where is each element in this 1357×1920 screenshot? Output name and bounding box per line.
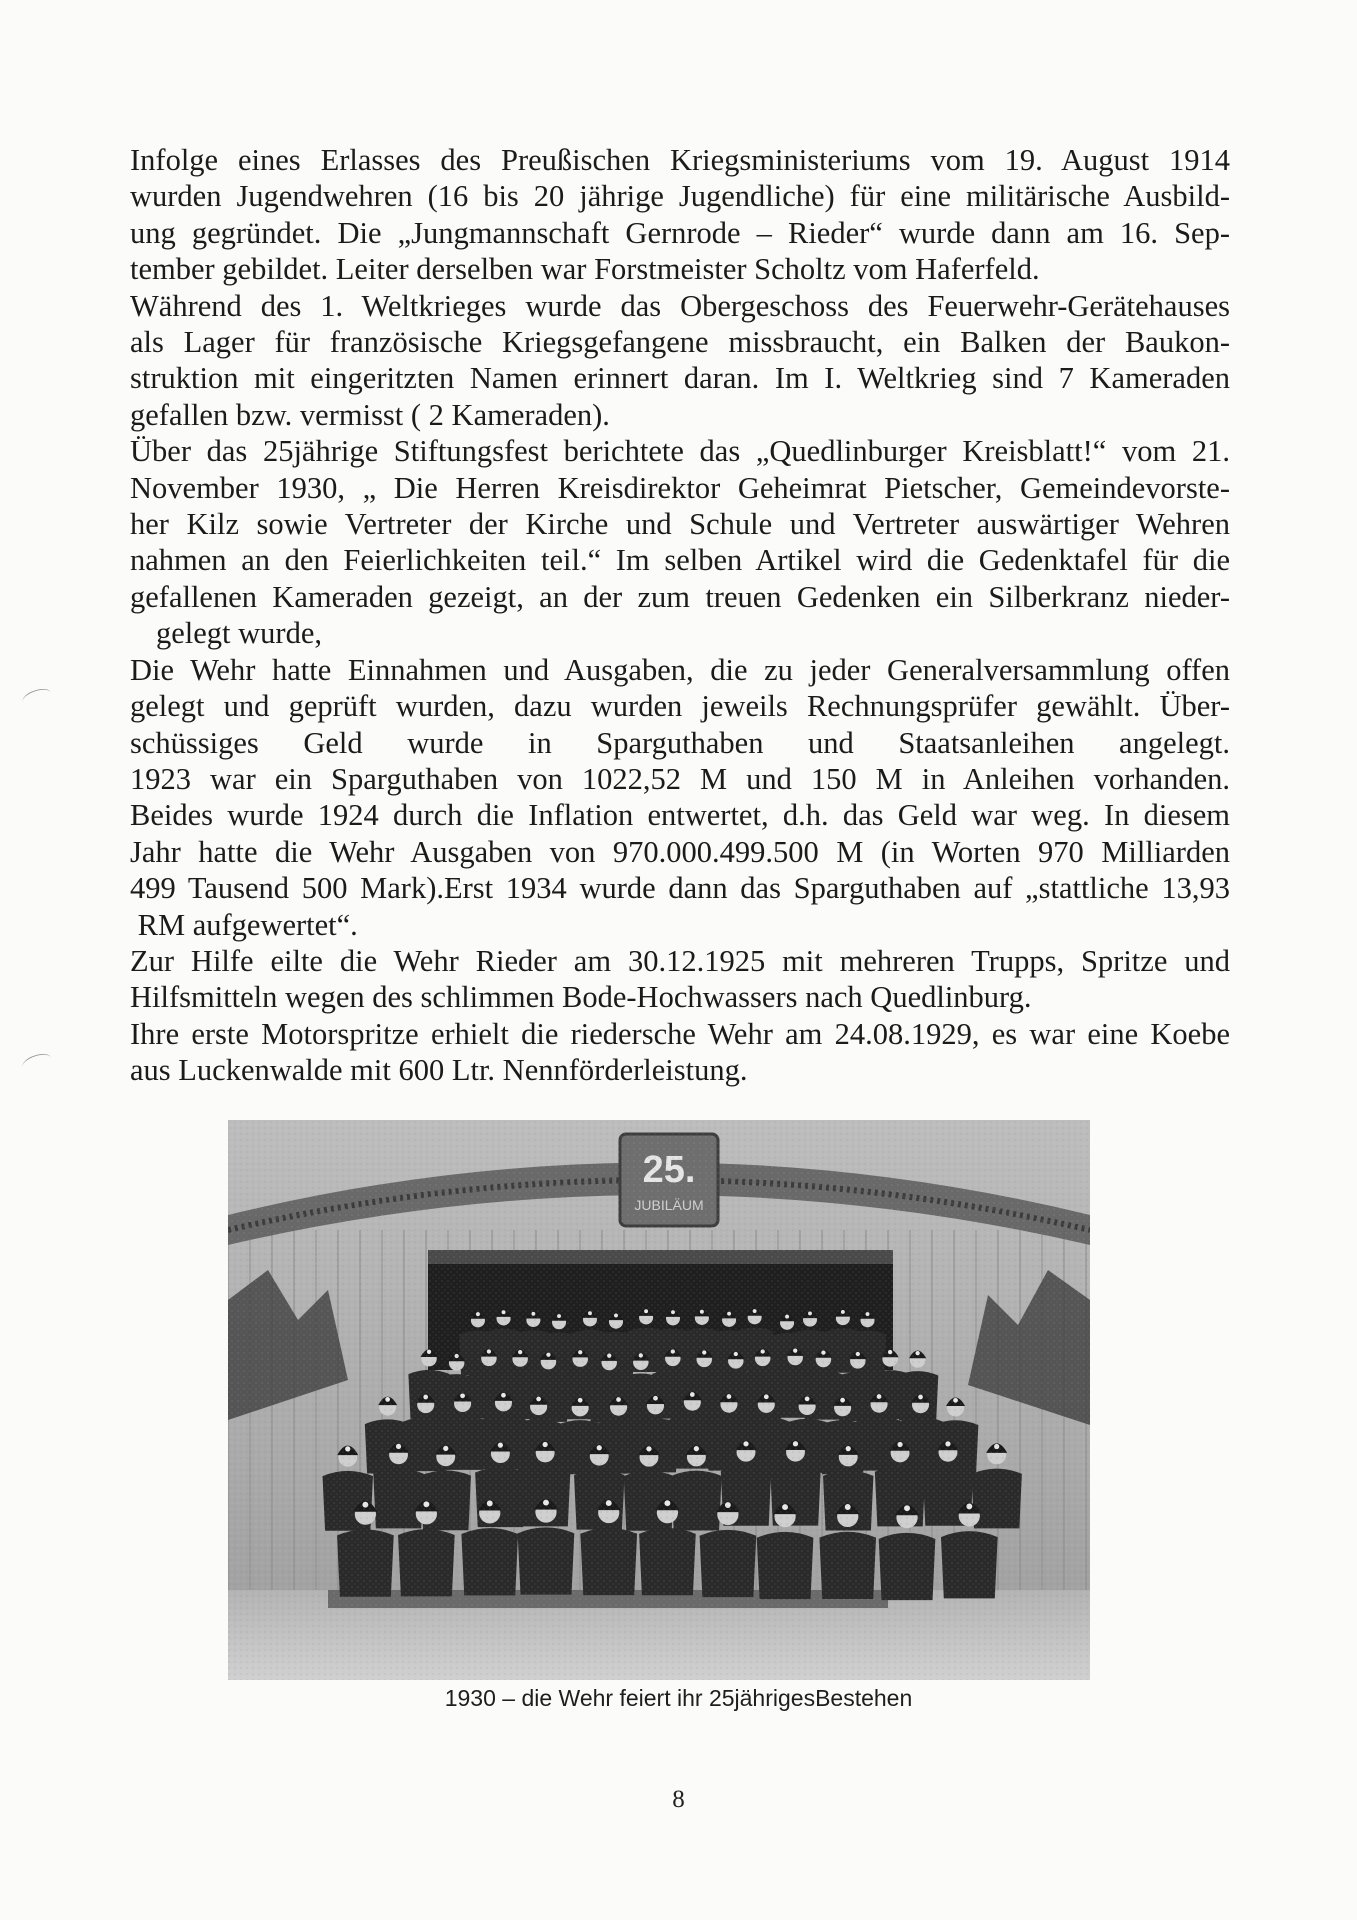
text-line: Beides wurde 1924 durch die Inflation entwertet, d.h. das Geld war weg. In diesem [130, 798, 1230, 833]
margin-mark [20, 1051, 53, 1075]
photo-caption: 1930 – die Wehr feiert ihr 25jährigesBestehen [444, 1685, 913, 1711]
text-line: November 1930, „ Die Herren Kreisdirektor Geheimrat Pietscher, Gemeindevorste- [130, 470, 1230, 505]
text-line: 1923 war ein Sparguthaben von 1022,52 M und 150 M in Anleihen vorhanden. [130, 761, 1230, 796]
text-line: Zur Hilfe eilte die Wehr Rieder am 30.12.1925 mit mehreren Trupps, Spritze und [130, 943, 1230, 978]
text-line: als Lager für französische Kriegsgefangene missbraucht, ein Balken der Baukon- [130, 325, 1230, 360]
text-line: gelegt und geprüft wurden, dazu wurden jeweils Rechnungsprüfer gewählt. Über- [130, 689, 1230, 724]
text-line: Hilfsmitteln wegen des schlimmen Bode-Hochwassers nach Quedlinburg. [130, 980, 1032, 1015]
text-line: her Kilz sowie Vertreter der Kirche und Schule und Vertreter auswärtiger Wehren [130, 507, 1230, 542]
text-line: wurden Jugendwehren (16 bis 20 jährige Jugendliche) für eine militärische Ausbild- [130, 179, 1230, 214]
page-number: 8 [672, 1786, 685, 1813]
text-line: tember gebildet. Leiter derselben war Forstmeister Scholtz vom Haferfeld. [130, 252, 1040, 287]
text-line: schüssiges Geld wurde in Sparguthaben und Staatsanleihen angelegt. [130, 725, 1230, 760]
text-line: aus Luckenwalde mit 600 Ltr. Nennförderleistung. [130, 1053, 748, 1088]
text-line: Über das 25jährige Stiftungsfest berichtete das „Quedlinburger Kreisblatt!“ vom 21. [130, 434, 1230, 469]
text-line: gelegt wurde, [156, 616, 322, 651]
group-photo [228, 1120, 1090, 1680]
text-line: ung gegründet. Die „Jungmannschaft Gernrode – Rieder“ wurde dann am 16. Sep- [130, 215, 1230, 250]
text-line: gefallenen Kameraden gezeigt, an der zum treuen Gedenken ein Silberkranz nieder- [130, 579, 1230, 614]
text-line: Während des 1. Weltkrieges wurde das Obergeschoss des Feuerwehr-Gerätehauses [130, 288, 1230, 323]
text-line: Ihre erste Motorspritze erhielt die riedersche Wehr am 24.08.1929, es war eine Koebe [130, 1016, 1230, 1051]
text-line: gefallen bzw. vermisst ( 2 Kameraden). [130, 397, 610, 432]
text-line: struktion mit eingeritzten Namen erinnert daran. Im I. Weltkrieg sind 7 Kameraden [130, 361, 1230, 396]
text-line: 499 Tausend 500 Mark).Erst 1934 wurde dann das Sparguthaben auf „stattliche 13,93 [130, 871, 1230, 906]
body-text [130, 142, 1230, 1089]
text-line: Jahr hatte die Wehr Ausgaben von 970.000.499.500 M (in Worten 970 Milliarden [130, 834, 1230, 869]
margin-mark [20, 686, 53, 710]
text-line: RM aufgewertet“. [130, 907, 358, 942]
text-line: Die Wehr hatte Einnahmen und Ausgaben, die zu jeder Generalversammlung offen [130, 652, 1230, 687]
text-line: Infolge eines Erlasses des Preußischen Kriegsministeriums vom 19. August 1914 [130, 143, 1230, 177]
text-line: nahmen an den Feierlichkeiten teil.“ Im selben Artikel wird die Gedenktafel für die [130, 543, 1230, 578]
